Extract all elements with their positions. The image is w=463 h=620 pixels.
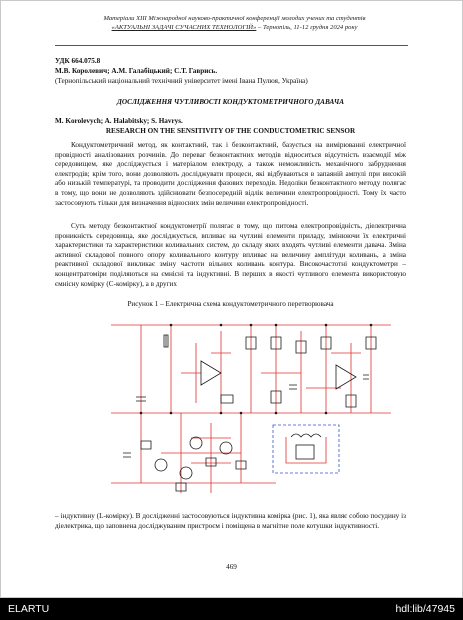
authors-en: M. Korolevych; A. Halabitsky; S. Havrys. xyxy=(55,117,183,125)
conference-header xyxy=(21,14,448,32)
handle-id: hdl:lib/47945 xyxy=(395,603,455,615)
authors-ua: М.В. Королевич; А.М. Галабіцький; С.Т. Гаврись. xyxy=(55,67,218,75)
circuit-wires xyxy=(111,325,391,493)
paragraph-1: Кондуктометричний метод, як контактний, так і безконтактний, базується на вимірюванні електричної провідності аналізованих розчинів. До переваг безконтактних методів відноситься відсутність взаємодії між середовищем, яке досліджується і матеріалом електроду, а також неможливість механічного забруднення електродів; крім того, вони дозволяють досліджувати процеси, які відбуваються в запаяній ампулі при високій або низькій температурі, та проводити дослідження фазових переходів. Недоліки безконтактного методу полягає в тому, що вони не дозволяють здійснювати безпосередній відлік величини електропровідності. Тому їх часто застосовують тільки для визначення відносних змін величини електропровідності. xyxy=(55,141,406,207)
repository-name: ELARTU xyxy=(8,603,50,615)
title-en: RESEARCH ON THE SENSITIVITY OF THE CONDUCTOMETRIC SENSOR xyxy=(105,127,356,135)
paragraph-2: Суть методу безконтактної кондуктометрії полягає в тому, що питома електропровідність, діелектрична проникність середовища, яке досліджується, впливає на чутливі елементи приладу, змінюючи їх електричні характеристики та характеристики коливальних систем, до складу яких входять чутливі елементи давача. Зміна активної складової повного опору коливального контуру впливає на величину амплітуди коливань, а зміна реактивної складової викликає зміну частоти вільних коливань контура. Високочастотні кондуктометри – концентратоміри поділяються на ємнісні та індуктивні. В перших в якості чутливого елемента використовую ємнісну комірку (С-комірку), а в других xyxy=(55,222,406,288)
paragraph-3: – індуктивну (L-комірку). В дослідженні застосовуються індуктивна комірка (рис. 1), яка являє собою посудину із діелектрика, що заповнена досліджуваним пристроєм і поміщена в магнітне поле котушки індуктивності. xyxy=(55,512,406,530)
affiliation: (Тернопільський національний технічний університет імені Івана Пулюя, Україна) xyxy=(55,77,308,85)
figure-caption: Рисунок 1 – Електрична схема кондуктометричного перетворювача xyxy=(127,300,334,308)
conference-title: «АКТУАЛЬНІ ЗАДАЧІ СУЧАСНИХ ТЕХНОЛОГІЙ» xyxy=(111,24,257,31)
header-rule xyxy=(55,45,408,46)
conference-line-1: Матеріали XIII Міжнародної науково-практичної конференції молодих учених та студентів xyxy=(103,15,366,22)
page-number: 469 xyxy=(226,563,237,571)
circuit-diagram-figure xyxy=(101,313,401,505)
udc-code: УДК 664.075.8 xyxy=(55,57,101,65)
repository-footer xyxy=(0,598,463,620)
title-ua: ДОСЛІДЖЕННЯ ЧУТЛИВОСТІ КОНДУКТОМЕТРИЧНОГО ДАВАЧА xyxy=(116,98,345,106)
conference-date: – Тернопіль, 11-12 грудня 2024 року xyxy=(256,24,358,31)
inductive-cell-box xyxy=(273,425,339,473)
conference-line-2 xyxy=(21,23,448,32)
